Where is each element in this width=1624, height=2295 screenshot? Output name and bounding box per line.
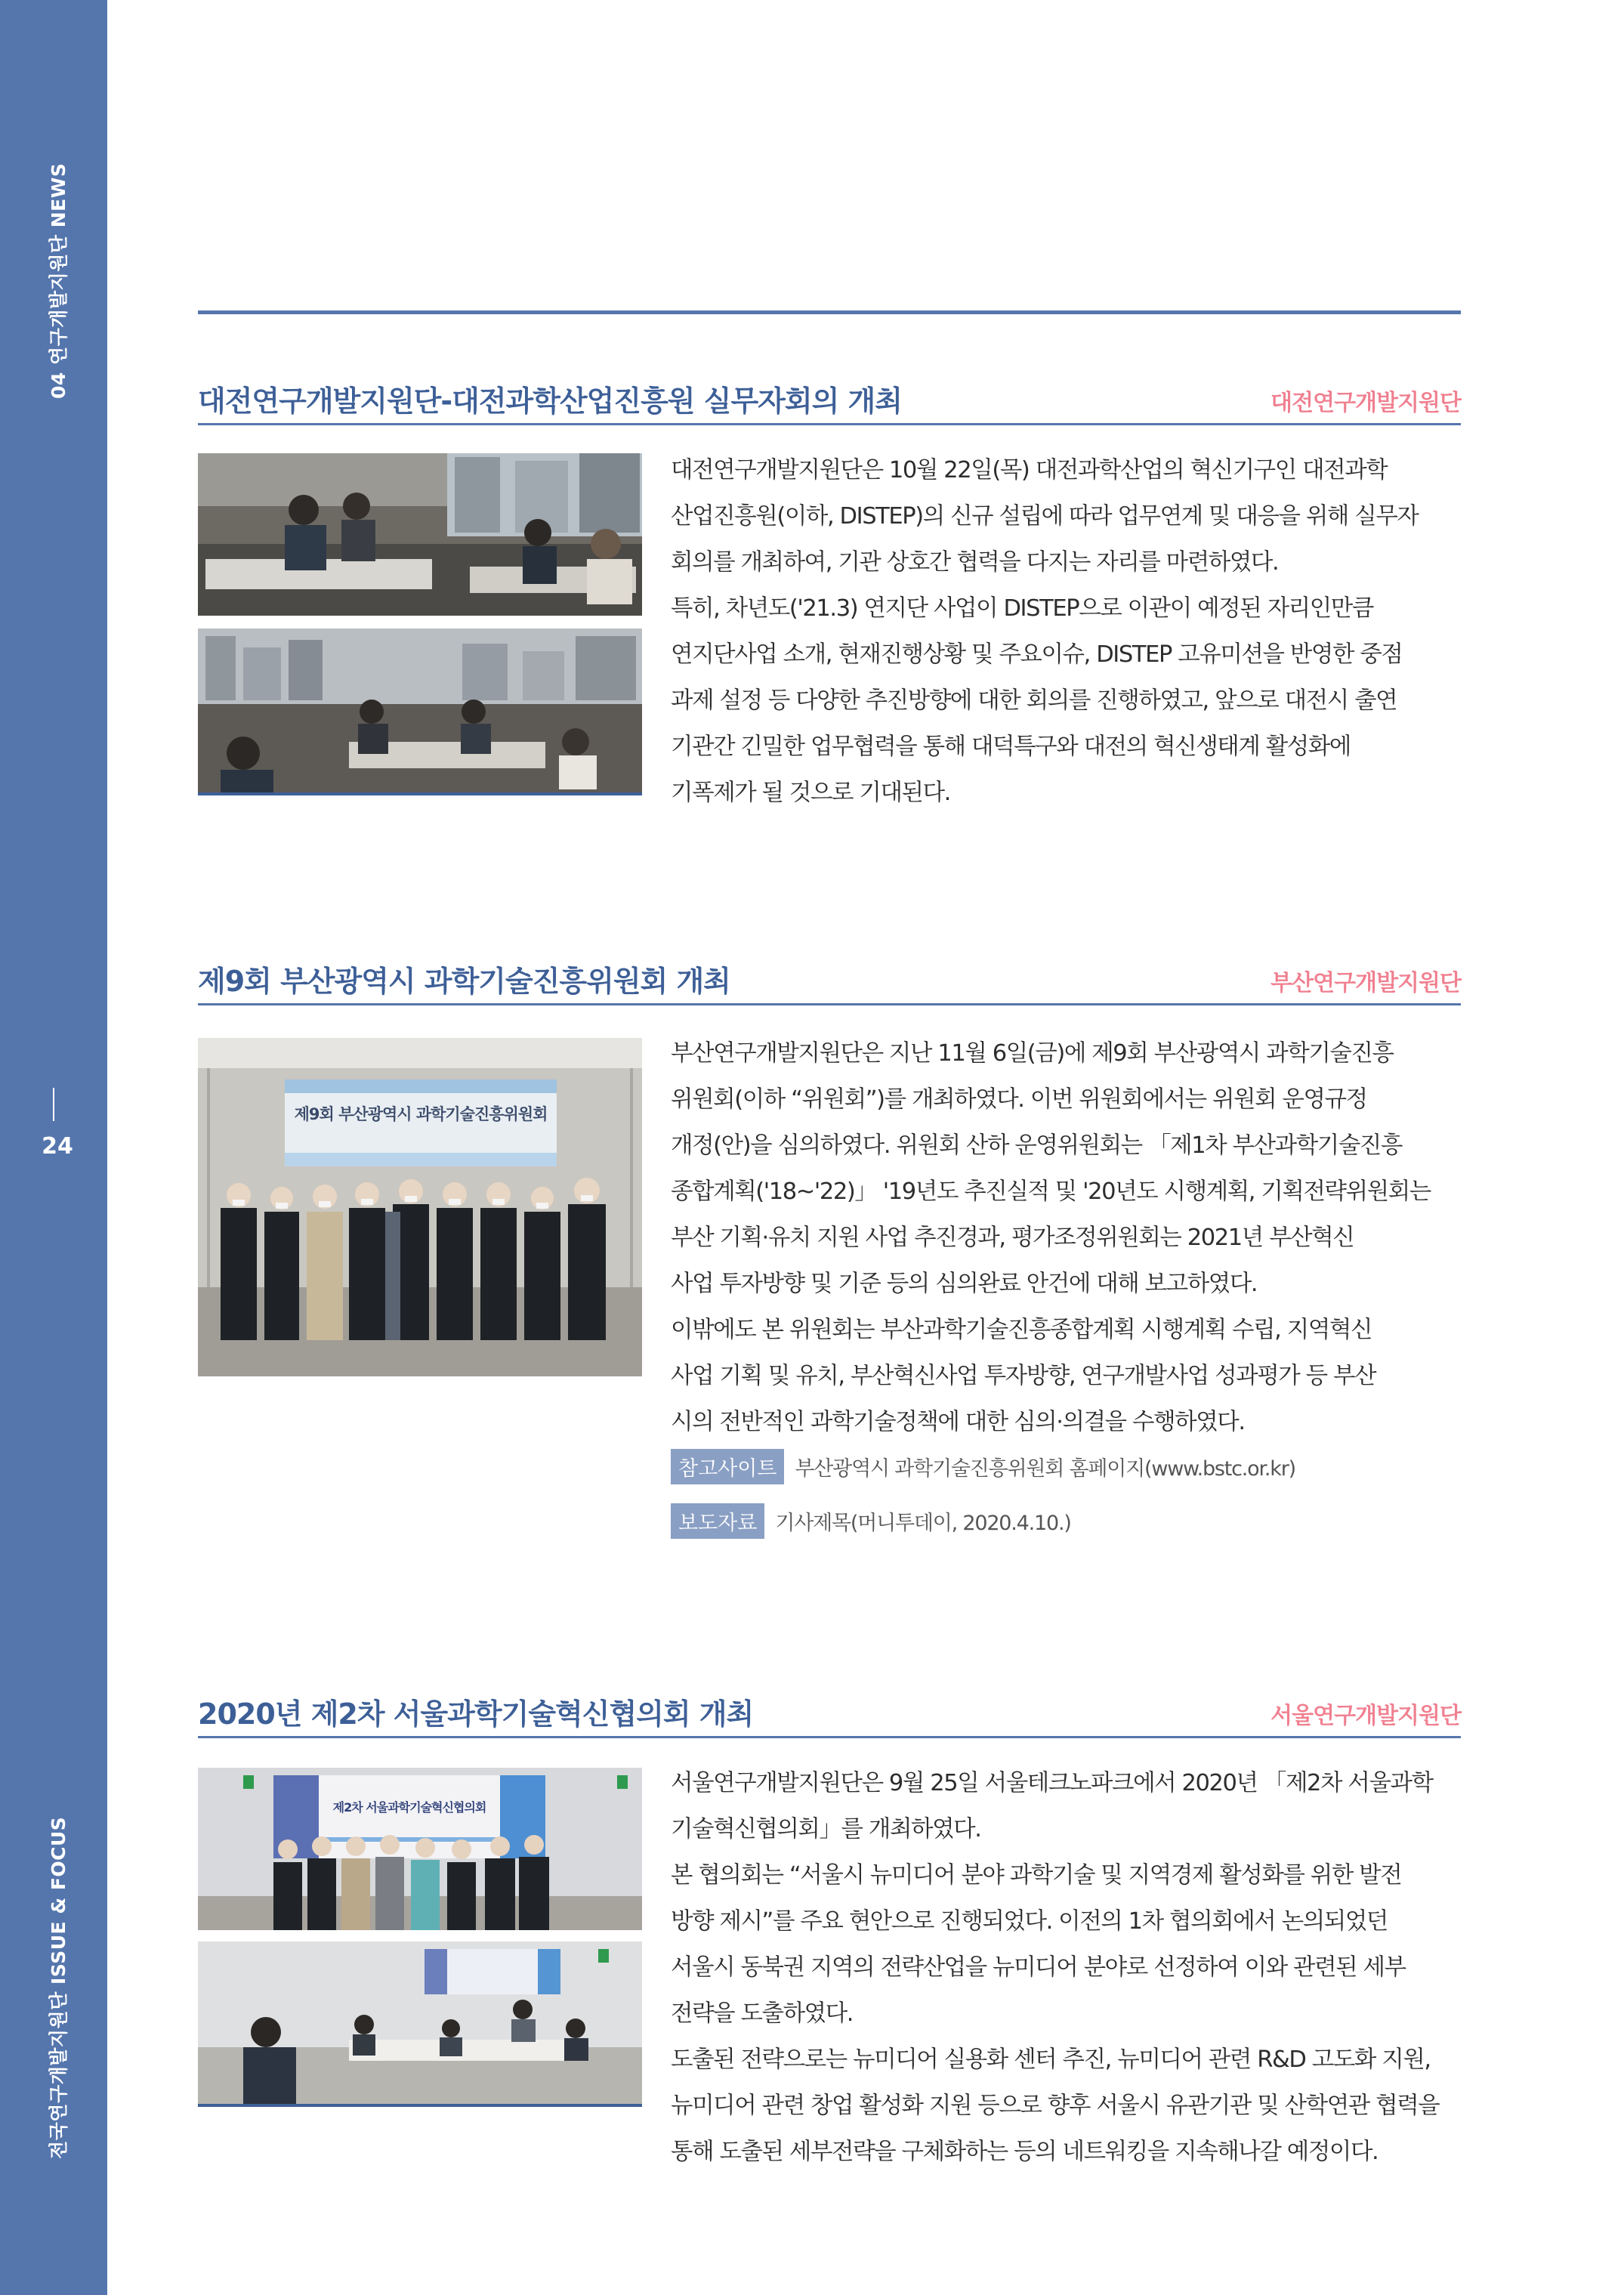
section-3-photo-bottom [198, 1941, 642, 2106]
section-3-paragraph-line: 기술혁신협의회」를 개최하였다. [671, 1816, 981, 1842]
press-release [671, 1503, 1071, 1539]
section-2-paragraph-line: 시의 전반적인 과학기술정책에 대한 심의·의결을 수행하였다. [671, 1409, 1245, 1435]
section-1-paragraph-line: 기폭제가 될 것으로 기대된다. [671, 780, 950, 806]
section-3-paragraph-line: 전략을 도출하였다. [671, 2000, 854, 2027]
section-1-paragraph-line: 과제 설정 등 다양한 추진방향에 대한 회의를 진행하였고, 앞으로 대전시 출연 [671, 687, 1397, 714]
reference-site-link[interactable]: 부산광역시 과학기술진흥위원회 홈페이지(www.bstc.or.kr) [795, 1457, 1295, 1481]
section-3-paragraph-line: 본 협의회는 “서울시 뉴미디어 분야 과학기술 및 지역경제 활성화를 위한 발전 [671, 1862, 1402, 1889]
sidebar [0, 0, 107, 2295]
section-1-org: 대전연구개발지원단 [1270, 390, 1461, 416]
section-2-paragraph-line: 사업 기획 및 유치, 부산혁신사업 투자방향, 연구개발사업 성과평가 등 부산 [671, 1363, 1376, 1389]
section-3-photo-top [198, 1768, 642, 1930]
section-2-paragraph-line: 개정(안)을 심의하였다. 위원회 산하 운영위원회는 「제1차 부산과학기술진흥 [671, 1132, 1403, 1159]
section-1-photo-bottom [198, 629, 642, 795]
section-2-paragraph-line: 부산 기획·유치 지원 사업 추진경과, 평가조정위원회는 2021년 부산혁신 [671, 1225, 1354, 1251]
section-2-photo-banner-text: 제9회 부산광역시 과학기술진흥위원회 [294, 1105, 548, 1123]
section-2-paragraph-line: 종합계획('18~'22)」 '19년도 추진실적 및 '20년도 시행계획, 기획전략위원회는 [671, 1178, 1431, 1205]
section-3-paragraph-line: 통해 도출된 세부전략을 구체화하는 등의 네트워킹을 지속해나갈 예정이다. [671, 2139, 1379, 2165]
section-2-photo [198, 1038, 642, 1376]
top-rule [198, 310, 1461, 314]
section-3-photo-underline [198, 2104, 642, 2107]
section-1-photo-underline [198, 792, 642, 795]
section-1-paragraph-line: 연지단사업 소개, 현재진행상황 및 주요이슈, DISTEP 고유미션을 반영한 중점 [671, 641, 1403, 668]
section-2-paragraph-line: 이밖에도 본 위원회는 부산과학기술진흥종합계획 시행계획 수립, 지역혁신 [671, 1317, 1372, 1343]
section-3-paragraph-line: 도출된 전략으로는 뉴미디어 실용화 센터 추진, 뉴미디어 관련 R&D 고도화 지원, [671, 2046, 1431, 2073]
section-2-paragraph-line: 위원회(이하 “위원회”)를 개최하였다. 이번 위원회에서는 위원회 운영규정 [671, 1086, 1367, 1113]
sidebar-bottom-label: 전국연구개발지원단 ISSUE & FOCUS [48, 1816, 69, 2159]
section-1-photo-top [198, 453, 642, 616]
reference-site-tag: 참고사이트 [671, 1449, 784, 1484]
section-3-paragraph-line: 서울시 동북권 지역의 전략산업을 뉴미디어 분야로 선정하여 이와 관련된 세부 [671, 1954, 1406, 1981]
section-1-rule [198, 423, 1461, 425]
section-1-body [671, 447, 1461, 816]
section-2-paragraph-line: 사업 투자방향 및 기준 등의 심의완료 안건에 대해 보고하였다. [671, 1271, 1258, 1297]
sidebar-top-label: 04 연구개발지원단 NEWS [48, 162, 69, 399]
section-2-paragraph-line: 부산연구개발지원단은 지난 11월 6일(금)에 제9회 부산광역시 과학기술진흥 [671, 1040, 1394, 1067]
section-1-paragraph-line: 기관간 긴밀한 업무협력을 통해 대덕특구와 대전의 혁신생태계 활성화에 [671, 734, 1351, 760]
section-3-rule [198, 1736, 1461, 1738]
section-1-paragraph-line: 회의를 개최하여, 기관 상호간 협력을 다지는 자리를 마련하였다. [671, 549, 1279, 576]
section-1-paragraph-line: 산업진흥원(이하, DISTEP)의 신규 설립에 따라 업무연계 및 대응을 위해 실무자 [671, 503, 1419, 530]
section-2-title: 제9회 부산광역시 과학기술진흥위원회 개최 [198, 965, 730, 998]
section-3-paragraph-line: 방향 제시”를 주요 현안으로 진행되었다. 이전의 1차 협의회에서 논의되었던 [671, 1908, 1388, 1935]
section-2-org: 부산연구개발지원단 [1270, 970, 1461, 996]
press-release-tag: 보도자료 [671, 1503, 764, 1539]
page-number-divider [53, 1088, 54, 1121]
section-3-org: 서울연구개발지원단 [1270, 1703, 1461, 1729]
section-3-photo-banner-text: 제2차 서울과학기술혁신협의회 [332, 1800, 486, 1815]
section-1-paragraph-line: 대전연구개발지원단은 10월 22일(목) 대전과학산업의 혁신기구인 대전과학 [671, 457, 1388, 483]
press-release-text: 기사제목(머니투데이, 2020.4.10.) [775, 1512, 1071, 1535]
section-1-title: 대전연구개발지원단-대전과학산업진흥원 실무자회의 개최 [198, 385, 902, 418]
page-number: 24 [42, 1133, 73, 1160]
section-3-title: 2020년 제2차 서울과학기술혁신협의회 개최 [198, 1697, 754, 1731]
reference-site [671, 1449, 1295, 1484]
section-3-body [671, 1760, 1461, 2175]
section-3-paragraph-line: 뉴미디어 관련 창업 활성화 지원 등으로 향후 서울시 유관기관 및 산학연관 협력을 [671, 2093, 1440, 2119]
section-3-paragraph-line: 서울연구개발지원단은 9월 25일 서울테크노파크에서 2020년 「제2차 서울과학 [671, 1770, 1433, 1796]
section-2-rule [198, 1003, 1461, 1005]
section-2-body [671, 1030, 1461, 1445]
section-1-paragraph-line: 특히, 차년도('21.3) 연지단 사업이 DISTEP으로 이관이 예정된 자리인만큼 [671, 595, 1373, 622]
